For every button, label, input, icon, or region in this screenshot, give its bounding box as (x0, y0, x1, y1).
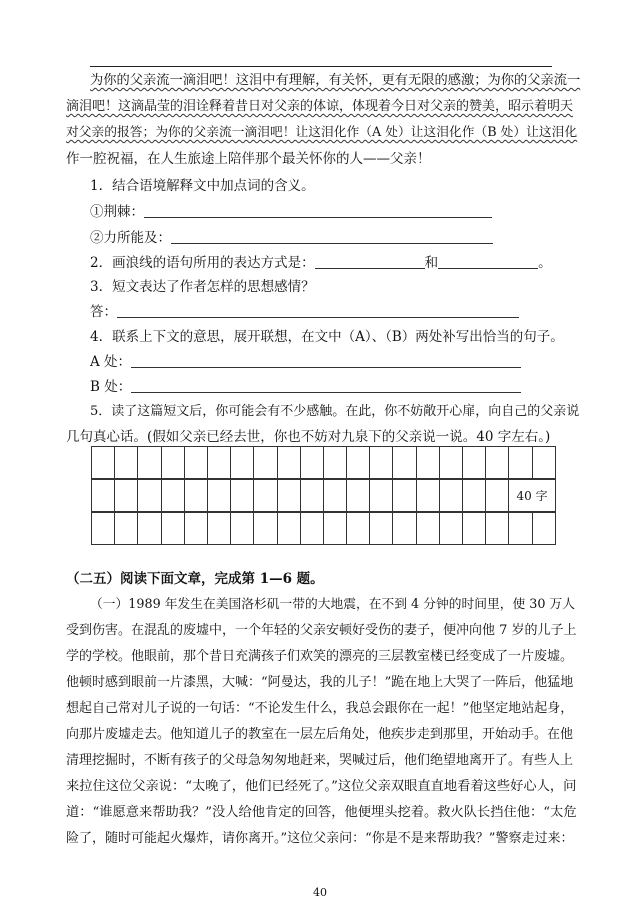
grid-cell[interactable] (300, 513, 323, 545)
passage-line-2: 滴泪吧！这滴晶莹的泪诠释着昔日对父亲的体谅，体现着今日对父亲的赞美，昭示着明天 (66, 99, 574, 114)
grid-cell[interactable] (393, 480, 416, 512)
paragraph-line: 道：“谁愿意来帮助我？”没人给他肯定的回答，他便埋头挖着。救火队长挡住他：“太危 (66, 805, 577, 820)
question-1-stem: 1．结合语境解释文中加点词的含义。 (90, 178, 315, 194)
paragraph-line: 清理挖掘时，不断有孩子的父母急匆匆地赶来，哭喊过后，他们绝望地离开了。有些人上 (66, 753, 574, 768)
grid-cell[interactable] (254, 513, 277, 545)
grid-cell[interactable] (231, 447, 254, 479)
answer-blank-3[interactable] (117, 303, 519, 318)
question-1a (90, 203, 492, 221)
grid-count-label: 40 字 (509, 480, 555, 512)
question-2-end: 。 (538, 255, 552, 271)
grid-cell[interactable] (323, 447, 346, 479)
grid-cell[interactable] (509, 447, 532, 479)
grid-cell[interactable] (207, 480, 230, 512)
passage-line-1: 为你的父亲流一滴泪吧！这泪中有理解，有关怀，更有无限的感激；为你的父亲流一 (90, 73, 581, 88)
question-1a-label: ①荆棘： (90, 204, 144, 220)
grid-cell[interactable] (161, 447, 184, 479)
header-rule (90, 66, 552, 67)
grid-cell[interactable] (463, 480, 486, 512)
grid-cell[interactable] (277, 513, 300, 545)
grid-cell[interactable] (184, 447, 207, 479)
grid-cell[interactable] (486, 447, 509, 479)
grid-cell[interactable] (184, 513, 207, 545)
answer-blank-1b[interactable] (171, 229, 493, 244)
question-1b-label: ②力所能及： (90, 230, 171, 246)
paragraph-line: 受到伤害。在混乱的废墟中，一个年轻的父亲安顿好受伤的妻子，便冲向他 7 岁的儿子上 (66, 623, 577, 638)
question-2-and: 和 (424, 255, 439, 271)
grid-cell[interactable] (231, 480, 254, 512)
grid-cell[interactable] (439, 480, 462, 512)
grid-cell[interactable] (486, 513, 509, 545)
writing-grid-row-1 (91, 446, 556, 479)
grid-cell[interactable] (532, 513, 555, 545)
grid-cell[interactable] (277, 480, 300, 512)
grid-cell[interactable] (92, 447, 115, 479)
grid-cell[interactable] (370, 447, 393, 479)
grid-cell[interactable] (439, 447, 462, 479)
grid-cell[interactable] (115, 447, 138, 479)
answer-blank-2a[interactable] (315, 254, 425, 269)
question-3-stem: 3．短文表达了作者怎样的思想感情？ (90, 279, 315, 295)
answer-blank-4a[interactable] (131, 353, 521, 368)
grid-cell[interactable] (532, 447, 555, 479)
grid-cell[interactable] (115, 513, 138, 545)
paragraph-line: 学的学校。他眼前，那个昔日充满孩子们欢笑的漂亮的三层教室楼已经变成了一片废墟。 (66, 649, 574, 664)
grid-cell[interactable] (416, 447, 439, 479)
grid-cell[interactable] (277, 447, 300, 479)
grid-cell[interactable] (92, 480, 115, 512)
grid-cell[interactable] (393, 447, 416, 479)
grid-cell[interactable] (370, 480, 393, 512)
question-4b-label: B 处： (90, 379, 132, 395)
answer-blank-1a[interactable] (144, 203, 492, 218)
section-heading: （二五）阅读下面文章，完成第 1—6 题。 (66, 571, 324, 587)
grid-cell[interactable] (92, 513, 115, 545)
paragraph-line: 险了，随时可能起火爆炸，请你离开。”这位父亲问：“你是不是来帮助我？”警察走过来： (66, 831, 574, 846)
grid-cell[interactable] (370, 513, 393, 545)
paragraph-line: 想起自己常对儿子说的一句话：“不论发生什么，我总会跟你在一起！”他坚定地站起身， (66, 701, 574, 716)
grid-cell[interactable] (323, 513, 346, 545)
grid-cell[interactable] (161, 480, 184, 512)
paragraph-line: 来拉住这位父亲说：“太晚了，他们已经死了。”这位父亲双眼直直地看着这些好心人，问 (66, 779, 577, 794)
grid-cell[interactable] (486, 480, 509, 512)
passage-line-3: 对父亲的报答；为你的父亲流一滴泪吧！让这泪化作（A 处）让这泪化作（B 处）让这泪化 (66, 125, 578, 140)
answer-blank-2b[interactable] (438, 254, 538, 269)
paragraph-line: （一）1989 年发生在美国洛杉矶一带的大地震，在不到 4 分钟的时间里，使 30 万人 (90, 597, 576, 612)
question-2 (90, 254, 552, 272)
page-number: 40 (313, 886, 327, 899)
question-4b (90, 378, 521, 396)
grid-cell[interactable] (509, 513, 532, 545)
writing-grid-row-2 (91, 479, 556, 512)
grid-cell[interactable] (254, 447, 277, 479)
question-3-answer (90, 303, 519, 321)
grid-cell[interactable] (207, 447, 230, 479)
grid-cell[interactable] (416, 513, 439, 545)
grid-cell[interactable] (300, 480, 323, 512)
grid-cell[interactable] (439, 513, 462, 545)
grid-cell[interactable] (347, 513, 370, 545)
grid-cell[interactable] (463, 513, 486, 545)
grid-cell[interactable] (207, 513, 230, 545)
question-3-answer-label: 答： (90, 304, 117, 320)
paragraph-line: 向那片废墟走去。他知道儿子的教室在一层左后角处，他疾步走到那里，开始动手。在他 (66, 727, 574, 742)
grid-cell[interactable] (184, 480, 207, 512)
grid-cell[interactable] (300, 447, 323, 479)
answer-blank-4b[interactable] (131, 378, 521, 393)
question-4a (90, 353, 521, 371)
paragraph-line: 他顿时感到眼前一片漆黑，大喊：“阿曼达，我的儿子！”跪在地上大哭了一阵后，他猛地 (66, 675, 574, 690)
question-1b (90, 229, 493, 247)
grid-cell[interactable] (138, 513, 161, 545)
grid-cell[interactable] (231, 513, 254, 545)
grid-cell[interactable] (115, 480, 138, 512)
question-5-line-1: 5．读了这篇短文后，你可能会有不少感触。在此，你不妨敞开心扉，向自己的父亲说 (90, 404, 580, 419)
grid-cell[interactable] (393, 513, 416, 545)
grid-cell[interactable] (323, 480, 346, 512)
grid-cell[interactable] (347, 480, 370, 512)
question-4-stem: 4．联系上下文的意思，展开联想，在文中（A）、（B）两处补写出恰当的句子。 (90, 329, 564, 345)
passage-line-4: 作一腔祝福，在人生旅途上陪伴那个最关怀你的人——父亲！ (66, 151, 431, 167)
grid-cell[interactable] (254, 480, 277, 512)
writing-grid-row-3 (91, 512, 556, 545)
grid-cell[interactable] (138, 480, 161, 512)
question-2-stem: 2．画浪线的语句所用的表达方式是： (90, 255, 315, 271)
grid-cell[interactable] (138, 447, 161, 479)
question-4a-label: A 处： (90, 354, 132, 370)
question-5-line-2: 几句真心话。(假如父亲已经去世，你也不妨对九泉下的父亲说一说。40 字左右。) (66, 429, 551, 445)
grid-cell[interactable] (463, 447, 486, 479)
grid-cell[interactable] (347, 447, 370, 479)
grid-cell[interactable] (161, 513, 184, 545)
grid-cell[interactable] (416, 480, 439, 512)
